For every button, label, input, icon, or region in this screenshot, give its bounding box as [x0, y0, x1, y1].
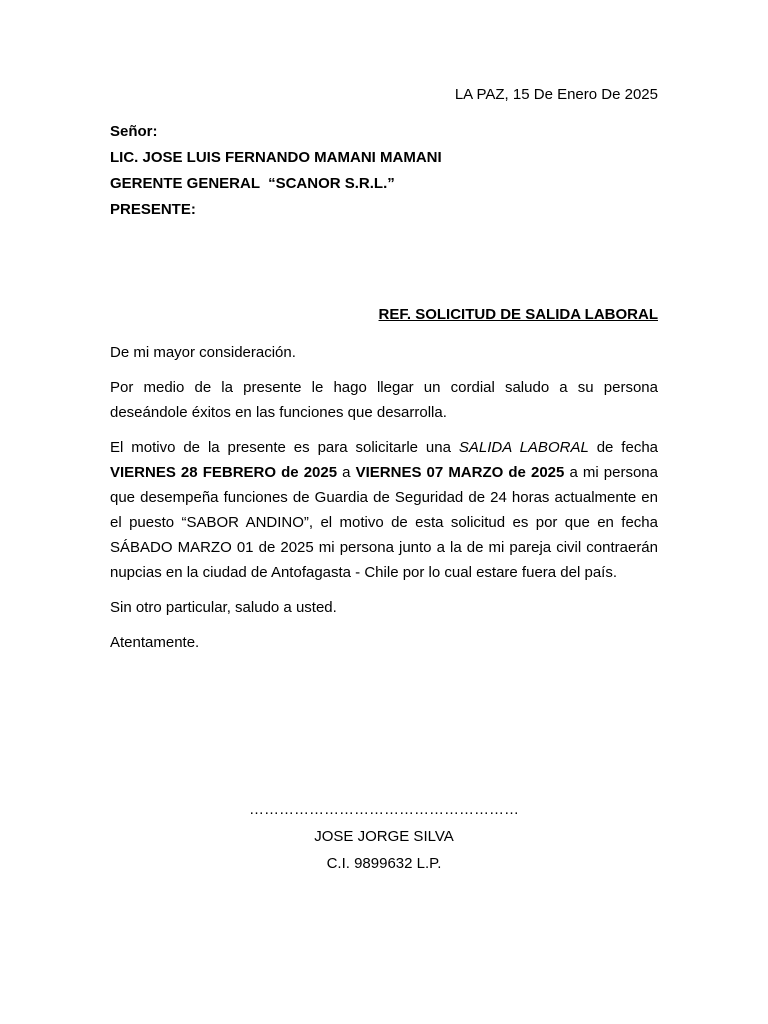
closing-1: Sin otro particular, saludo a usted.: [110, 599, 337, 616]
signature-line: ………………………………………………: [249, 801, 519, 818]
closing-2: Atentamente.: [110, 634, 200, 651]
recipient-name: LIC. JOSE LUIS FERNANDO MAMANI MAMANI: [110, 149, 442, 166]
paragraph-2: [110, 435, 658, 585]
signature-block: [0, 796, 768, 877]
signature-id: C.I. 9899632 L.P.: [326, 855, 442, 872]
paragraph-2-part-1: El motivo de la presente es para solicitarle una: [110, 439, 459, 456]
paragraph-2-bold-start-date: VIERNES 28 FEBRERO de 2025: [110, 464, 338, 481]
recipient-block: [110, 119, 442, 223]
paragraph-2-part-3: a: [337, 464, 356, 481]
letter-date: LA PAZ, 15 De Enero De 2025: [454, 86, 658, 103]
signature-name: JOSE JORGE SILVA: [314, 828, 454, 845]
letter-body: [110, 340, 658, 665]
recipient-salutation: Señor:: [110, 123, 158, 140]
recipient-presente: PRESENTE:: [110, 201, 196, 218]
reference-line: REF. SOLICITUD DE SALIDA LABORAL: [378, 306, 658, 323]
paragraph-2-bold-end-date: VIERNES 07 MARZO de 2025: [355, 464, 565, 481]
greeting: De mi mayor consideración.: [110, 344, 296, 361]
paragraph-2-italic: SALIDA LABORAL: [458, 439, 589, 456]
paragraph-2-part-4: a mi persona que desempeña funciones de Guardia de Seguridad de 24 horas actualmente en el puesto “SABOR ANDINO”, el motivo de esta solicitud es por que en fecha SÁBADO MARZO 01 de 2025 mi persona junto a la de mi pareja civil contraerán nupcias en la ciudad de Antofagasta - Chile por lo cual estare fuera del país.: [110, 464, 658, 581]
paragraph-2-part-2: de fecha: [588, 439, 659, 456]
recipient-position: GERENTE GENERAL “SCANOR S.R.L.”: [110, 175, 395, 192]
paragraph-1: Por medio de la presente le hago llegar un cordial saludo a su persona deseándole éxitos en las funciones que desarrolla.: [110, 379, 658, 421]
